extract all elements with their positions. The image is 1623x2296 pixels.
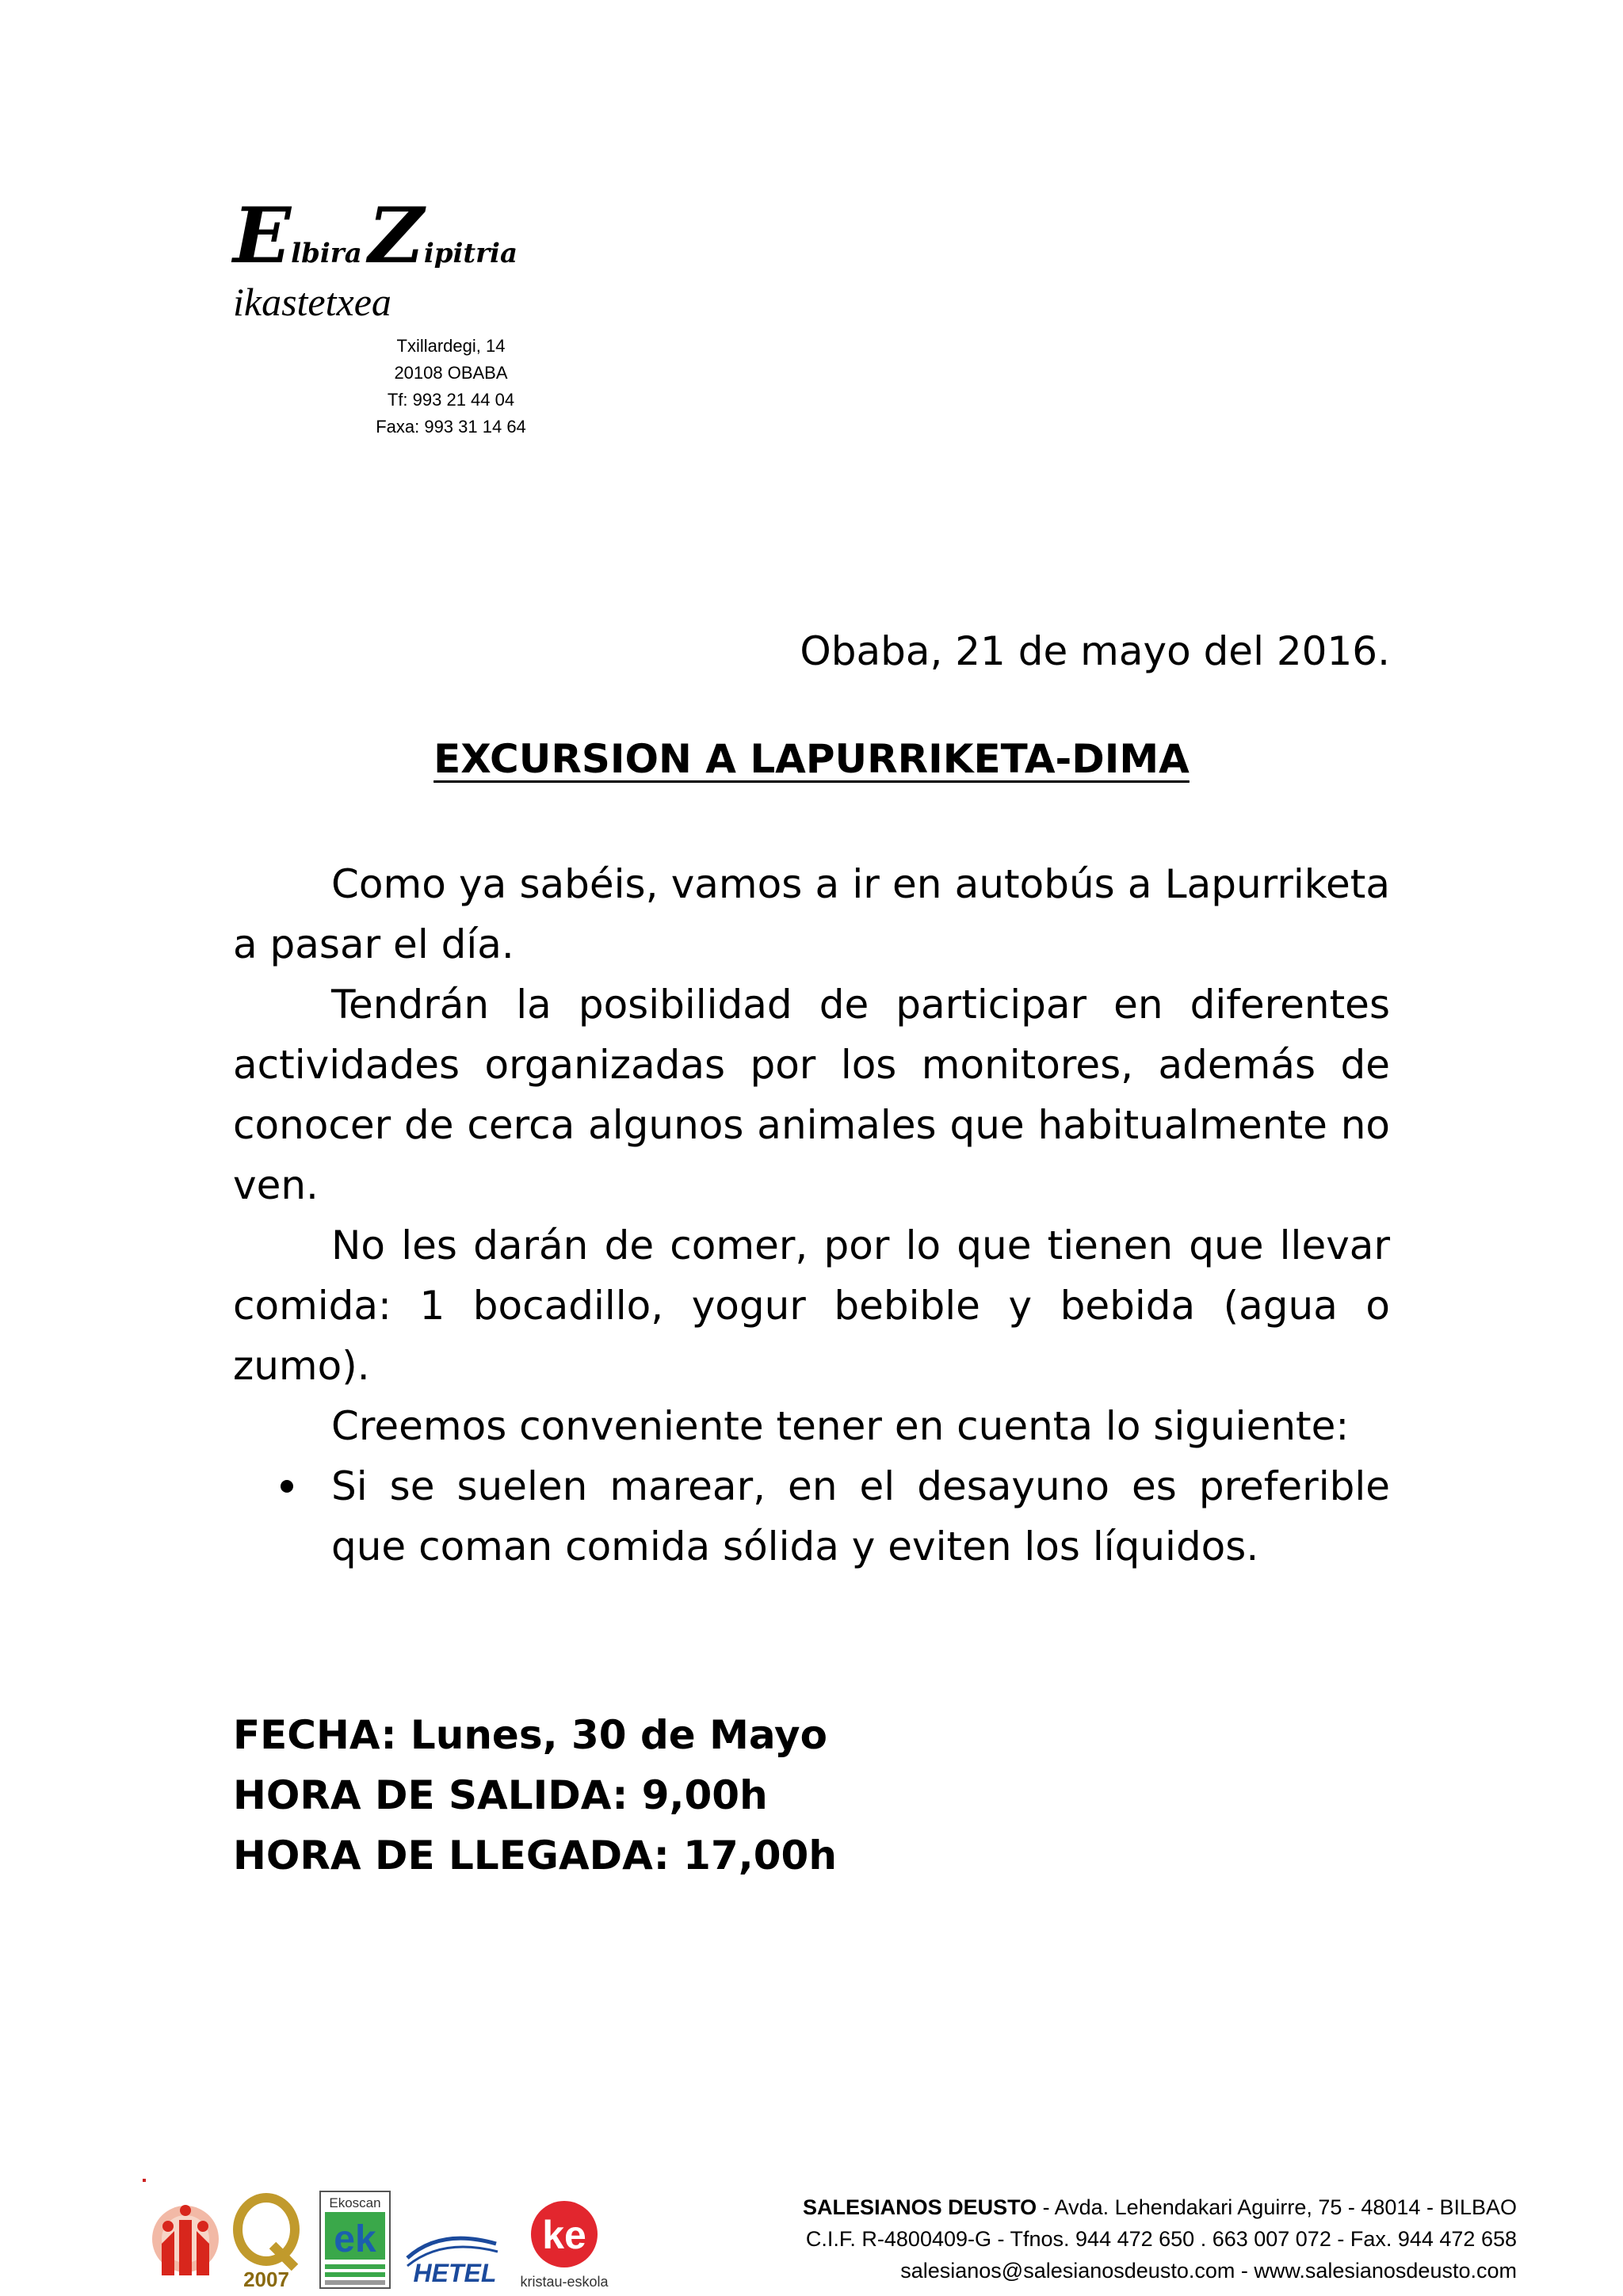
letterhead — [233, 191, 550, 437]
school-logo-name — [233, 191, 550, 280]
address-fax: Faxa: 993 31 14 64 — [376, 417, 526, 437]
footer-line-phones: C.I.F. R-4800409-G - Tfnos. 944 472 650 . 663 007 072 - Fax. 944 472 658 — [805, 2227, 1517, 2251]
advice-list — [233, 1456, 1390, 1577]
trip-details — [233, 1705, 837, 1886]
hetel-label: HETEL — [413, 2259, 497, 2287]
footer-contact — [685, 2191, 1517, 2286]
list-item-text: Si se suelen marear, en el desayuno es preferible que coman comida sólida y eviten los líquidos. — [331, 1463, 1390, 1569]
footer-line-address — [685, 2191, 1517, 2223]
body-paragraph: Tendrán la posibilidad de participar en diferentes actividades organizadas por los monitores, además de conocer de cerca algunos animales que habitualmente no ven. — [233, 982, 1390, 1208]
ekoscan-label: Ekoscan — [329, 2195, 381, 2210]
logo-name-first: lbira — [291, 238, 362, 269]
quality-q-logo-icon — [238, 2198, 295, 2291]
footer-mark — [143, 2179, 146, 2182]
body-paragraph: Como ya sabéis, vamos a ir en autobús a Lapurriketa a pasar el día. — [233, 861, 1390, 967]
logo-initial-first: E — [233, 191, 292, 280]
list-item — [331, 1456, 1390, 1577]
footer-org-name: SALESIANOS DEUSTO — [803, 2195, 1037, 2219]
bullet-icon — [281, 1480, 293, 1493]
letter-body — [233, 854, 1390, 1577]
ke-mark: ke — [542, 2213, 586, 2257]
kristau-eskola-logo-icon — [520, 2201, 609, 2290]
arrival-time: HORA DE LLEGADA: 17,00h — [233, 1833, 837, 1878]
q-logo-year: 2007 — [243, 2267, 289, 2291]
hetel-logo-icon — [407, 2238, 498, 2287]
school-address — [328, 333, 574, 441]
trip-date: FECHA: Lunes, 30 de Mayo — [233, 1712, 827, 1758]
address-city: 20108 OBABA — [394, 363, 508, 383]
address-street: Txillardegi, 14 — [396, 336, 506, 356]
logo-name-last: ipitria — [423, 238, 517, 269]
body-paragraph: Creemos conveniente tener en cuenta lo siguiente: — [331, 1403, 1350, 1449]
salesian-logo-icon — [152, 2205, 219, 2275]
ekoscan-mark: ek — [334, 2218, 376, 2260]
letter-title: EXCURSION A LAPURRIKETA-DIMA — [433, 736, 1190, 782]
school-subtitle: ikastetxea — [233, 280, 391, 324]
logo-initial-last: Z — [368, 191, 424, 280]
departure-time: HORA DE SALIDA: 9,00h — [233, 1772, 768, 1818]
ke-label: kristau-eskola — [520, 2274, 609, 2290]
address-phone: Tf: 993 21 44 04 — [387, 390, 515, 410]
ekoscan-logo-icon — [320, 2191, 390, 2288]
footer-logos — [139, 2188, 663, 2291]
letter-date: Obaba, 21 de mayo del 2016. — [800, 628, 1390, 674]
footer-line-web: salesianos@salesianosdeusto.com - www.salesianosdeusto.com — [900, 2259, 1517, 2283]
body-paragraph: No les darán de comer, por lo que tienen que llevar comida: 1 bocadillo, yogur bebible y bebida (agua o zumo). — [233, 1222, 1390, 1389]
footer-org-address: - Avda. Lehendakari Aguirre, 75 - 48014 - BILBAO — [1037, 2195, 1517, 2219]
